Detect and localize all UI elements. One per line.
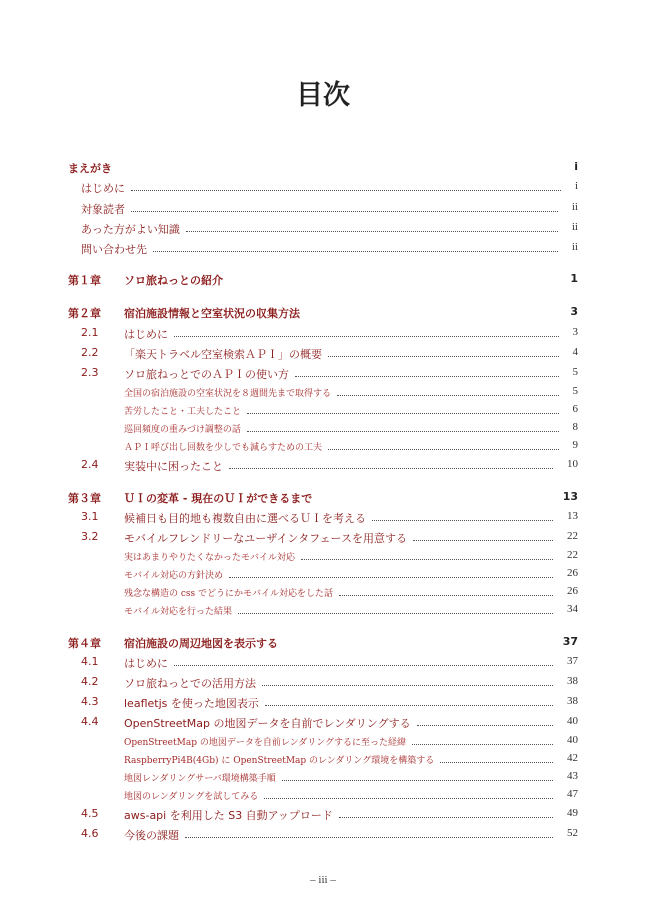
toc-dot-leader	[417, 725, 553, 726]
toc-section-entry[interactable]	[0, 364, 646, 382]
toc-entry-title: 「楽天トラベル空室検索ＡＰＩ」の概要	[124, 348, 322, 361]
toc-section-entry[interactable]	[0, 713, 646, 731]
toc-section-entry[interactable]	[0, 528, 646, 546]
toc-page-number: 4	[572, 346, 578, 358]
toc-entry-title: 候補日も目的地も複数自由に選べるＵＩを考える	[124, 512, 366, 525]
toc-entry-title: 対象読者	[81, 203, 125, 216]
toc-section-number: 4.4	[81, 715, 99, 728]
toc-page-number: 26	[567, 585, 578, 597]
toc-dot-leader	[295, 376, 559, 377]
toc-entry-title: 今後の課題	[124, 829, 179, 842]
toc-page-number: 49	[567, 807, 578, 819]
toc-subsection-entry[interactable]	[0, 565, 646, 583]
toc-page-number: 37	[562, 635, 578, 648]
toc-chapter-entry[interactable]	[0, 488, 646, 506]
toc-dot-leader	[413, 540, 553, 541]
toc-entry-title: モバイル対応を行った結果	[124, 607, 233, 617]
toc-section-entry[interactable]	[0, 456, 646, 474]
toc-subsection-entry[interactable]	[0, 437, 646, 455]
toc-section-entry[interactable]	[0, 239, 646, 257]
toc-page-number: 40	[567, 715, 578, 727]
toc-entry-title: はじめに	[124, 328, 168, 341]
toc-subsection-entry[interactable]	[0, 750, 646, 768]
toc-entry-title: 宿泊施設の周辺地図を表示する	[124, 637, 278, 650]
toc-page-number: 34	[567, 603, 578, 615]
toc-chapter-entry[interactable]	[0, 633, 646, 651]
toc-dot-leader	[328, 449, 558, 450]
toc-subsection-entry[interactable]	[0, 383, 646, 401]
toc-dot-leader	[372, 520, 553, 521]
toc-entry-title: 巡回頻度の重みづけ調整の話	[124, 425, 241, 435]
toc-section-entry[interactable]	[0, 673, 646, 691]
toc-entry-title: leafletjs を使った地図表示	[124, 697, 259, 710]
toc-section-entry[interactable]	[0, 653, 646, 671]
toc-entry-title: 実はあまりやりたくなかったモバイル対応	[124, 553, 296, 563]
toc-page-number: 13	[562, 490, 578, 503]
toc-subsection-entry[interactable]	[0, 547, 646, 565]
toc-section-number: 4.5	[81, 807, 99, 820]
toc-entry-title: 実装中に困ったこと	[124, 460, 223, 473]
toc-page-number: 42	[567, 752, 578, 764]
toc-section-number: 3.2	[81, 530, 99, 543]
toc-chapter-entry[interactable]	[0, 158, 646, 176]
page-number-footer: – iii –	[310, 874, 336, 886]
toc-page-number: i	[574, 180, 578, 192]
toc-page-number: 26	[567, 567, 578, 579]
toc-section-number: 2.3	[81, 366, 99, 379]
toc-subsection-entry[interactable]	[0, 401, 646, 419]
toc-entry-title: 地図レンダリングサーバ環境構築手順	[124, 774, 276, 784]
toc-section-number: 4.3	[81, 695, 99, 708]
toc-dot-leader	[131, 190, 561, 191]
toc-entry-title: ソロ旅ねっとでの活用方法	[124, 677, 256, 690]
toc-dot-leader	[328, 356, 559, 357]
toc-section-number: 3.1	[81, 510, 99, 523]
toc-page-number: 38	[567, 695, 578, 707]
toc-entry-title: ソロ旅ねっとの紹介	[124, 274, 223, 287]
toc-page-number: 38	[567, 675, 578, 687]
toc-dot-leader	[174, 336, 559, 337]
toc-page-number: 8	[572, 421, 578, 433]
toc-entry-title: 全国の宿泊施設の空室状況を８週間先まで取得する	[124, 389, 332, 399]
toc-subsection-entry[interactable]	[0, 419, 646, 437]
toc-section-entry[interactable]	[0, 693, 646, 711]
toc-entry-title: OpenStreetMap の地図データを自前でレンダリングする	[124, 717, 411, 730]
toc-entry-title: はじめに	[124, 657, 168, 670]
toc-section-entry[interactable]	[0, 324, 646, 342]
toc-section-number: 4.2	[81, 675, 99, 688]
toc-dot-leader	[337, 395, 558, 396]
toc-dot-leader	[186, 231, 558, 232]
toc-page-number: 22	[567, 549, 578, 561]
toc-page-number: ii	[571, 201, 578, 213]
toc-page-number: ii	[571, 221, 578, 233]
toc-page-number: 22	[567, 530, 578, 542]
toc-section-number: 4.6	[81, 827, 99, 840]
toc-chapter-number: 第４章	[68, 637, 101, 650]
toc-dot-leader	[301, 559, 553, 560]
toc-page-number: 9	[572, 439, 578, 451]
toc-page-number: 5	[572, 366, 578, 378]
toc-entry-title: 苦労したこと・工夫したこと	[124, 407, 242, 417]
toc-page-number: 1	[570, 272, 578, 285]
toc-dot-leader	[262, 685, 553, 686]
toc-section-entry[interactable]	[0, 178, 646, 196]
toc-dot-leader	[412, 744, 553, 745]
toc-entry-title: RaspberryPi4B(4Gb) に OpenStreetMap のレンダリング環境を構築する	[124, 756, 435, 766]
toc-section-number: 2.1	[81, 326, 99, 339]
toc-dot-leader	[131, 211, 558, 212]
toc-entry-title: ソロ旅ねっとでのＡＰＩの使い方	[124, 368, 289, 381]
toc-page-number: ii	[571, 241, 578, 253]
toc-page-number: 3	[572, 326, 578, 338]
toc-entry-title: ＡＰＩ呼び出し回数を少しでも減らすための工夫	[124, 443, 323, 453]
toc-dot-leader	[238, 613, 553, 614]
toc-dot-leader	[229, 577, 553, 578]
toc-dot-leader	[247, 413, 558, 414]
toc-chapter-entry[interactable]	[0, 303, 646, 321]
toc-section-number: 2.2	[81, 346, 99, 359]
toc-entry-title: はじめに	[81, 182, 125, 195]
toc-entry-title: モバイルフレンドリーなユーザインタフェースを用意する	[124, 532, 407, 545]
toc-page-number: 5	[572, 385, 578, 397]
toc-subsection-entry[interactable]	[0, 601, 646, 619]
toc-dot-leader	[153, 251, 558, 252]
toc-entry-title: 問い合わせ先	[81, 243, 147, 256]
toc-page-number: 40	[567, 734, 578, 746]
toc-page-number: 10	[567, 458, 578, 470]
toc-dot-leader	[339, 817, 553, 818]
toc-page-number: 13	[567, 510, 578, 522]
toc-section-number: 4.1	[81, 655, 99, 668]
toc-section-number: 2.4	[81, 458, 99, 471]
toc-entry-title: 宿泊施設情報と空室状況の収集方法	[124, 307, 300, 320]
toc-section-entry[interactable]	[0, 825, 646, 843]
toc-section-entry[interactable]	[0, 219, 646, 237]
toc-page-number: 43	[567, 770, 578, 782]
toc-entry-title: あった方がよい知識	[81, 223, 180, 236]
toc-subsection-entry[interactable]	[0, 732, 646, 750]
toc-dot-leader	[185, 837, 553, 838]
toc-section-entry[interactable]	[0, 805, 646, 823]
toc-subsection-entry[interactable]	[0, 768, 646, 786]
toc-dot-leader	[265, 705, 553, 706]
toc-dot-leader	[229, 468, 553, 469]
toc-page-number: 47	[567, 788, 578, 800]
toc-page-number: 37	[567, 655, 578, 667]
toc-subsection-entry[interactable]	[0, 583, 646, 601]
toc-entry-title: まえがき	[68, 162, 112, 175]
toc-dot-leader	[174, 665, 553, 666]
toc-dot-leader	[264, 798, 553, 799]
toc-section-entry[interactable]	[0, 199, 646, 217]
toc-entry-title: OpenStreetMap の地図データを自前レンダリングするに至った経緯	[124, 738, 407, 748]
toc-dot-leader	[339, 595, 553, 596]
toc-dot-leader	[247, 431, 559, 432]
page-title: 目次	[296, 80, 350, 111]
toc-entry-title: モバイル対応の方針決め	[124, 571, 224, 581]
toc-entry-title: aws-api を利用した S3 自動アップロード	[124, 809, 333, 822]
toc-section-entry[interactable]	[0, 508, 646, 526]
toc-chapter-number: 第２章	[68, 307, 101, 320]
toc-entry-title: 地図のレンダリングを試してみる	[124, 792, 259, 802]
toc-dot-leader	[282, 780, 553, 781]
toc-dot-leader	[440, 762, 553, 763]
toc-chapter-entry[interactable]	[0, 270, 646, 288]
toc-entry-title: ＵＩの変革 - 現在のＵＩができるまで	[124, 492, 313, 505]
toc-chapter-number: 第３章	[68, 492, 101, 505]
toc-chapter-number: 第１章	[68, 274, 101, 287]
toc-entry-title: 残念な構造の css でどうにかモバイル対応をした話	[124, 589, 334, 599]
toc-page-number: 3	[570, 305, 578, 318]
toc-subsection-entry[interactable]	[0, 786, 646, 804]
toc-page-number: 52	[567, 827, 578, 839]
toc-page-number: i	[574, 160, 578, 173]
toc-page-number: 6	[572, 403, 578, 415]
toc-section-entry[interactable]	[0, 344, 646, 362]
